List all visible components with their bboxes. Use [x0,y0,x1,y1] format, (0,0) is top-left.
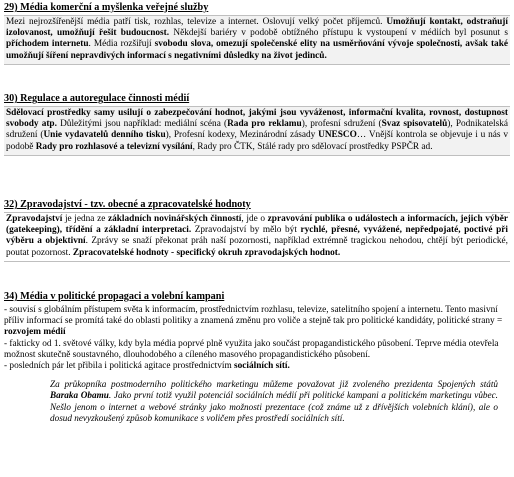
section-29 [4,2,510,65]
text-run: je jedna ze [62,214,108,224]
bold-text-run: Unie vydavatelů denního tisku [43,130,166,141]
bold-text-run: svobodu slova, omezují společenské elity na usměrňování vývoje společnosti, avšak také umožňují šíření nepravdivých informací s negativními důsledky na život jedinců. [6,39,509,61]
bold-text-run: Zpravodajství [6,214,63,224]
text-run: , jde o [241,214,268,224]
bold-text-run: základních novinářských činností [107,214,242,224]
section-heading: 30) Regulace a autoregulace činnosti médií [4,93,190,104]
bold-text-run: sociálních sítí. [234,361,290,372]
text-run: . Jako první totiž využil potenciál sociálních médií při politické kampani a politickém marketingu vůbec. Nešlo jenom o internet a webové stránky jako možnosti prezentace (což známe už z dřívějších volebních klání), ale o dosud nevyzkoušený způsob komunikace s voličem přes prostředí sociálních sítí. [50,390,498,424]
section-text [4,15,510,65]
section-heading: 32) Zpravodajství - tzv. obecné a zpracovatelské hodnoty [4,199,251,210]
bold-text-run: UNESCO [318,130,357,141]
bold-text-run: příchodem internetu [6,39,89,50]
section-30 [4,93,510,156]
bold-text-run: Svaz spisovatelů [381,119,448,130]
bold-text-run: Umožňují kontakt, odstraňují izolovanost, umožňují řešit budoucnost. [6,17,508,39]
section-heading: 34) Média v politické propagaci a volební kampani [4,291,225,302]
text-run: . Média rozšiřují [88,39,155,50]
text-run: ), profesní sdružení ( [301,119,382,130]
bold-text-run: rychlé, přesné, vyvážené, nepředpojaté, poctivé při výběru a objektivní [6,225,508,247]
quote-paragraph [50,379,498,425]
text-run: ), Podnikatelská sdružení ( [6,119,509,141]
bullet-list [4,305,510,372]
text-run: Důležitými jsou například: mediální scéna ( [56,119,228,130]
bold-text-run: Rady pro rozhlasové a televizní vysílání [35,141,193,152]
text-run: - fakticky od 1. světové války, kdy byla média poprvé plně využita jako součást propagandistického působení. Teprve média otevřela možnost skutečně soustavného, dlouhodobého a cíleného masového propagandistického působení. [4,338,499,360]
text-run: , Rady pro ČTK, Stálé rady pro sdělovací prostředky PSPČR ad. [192,141,433,152]
text-run: … Vnější kontrola se objevuje i u nás v podobě [6,130,508,152]
text-run: ), Profesní kodexy, Mezinárodní zásady [165,130,319,141]
bold-text-run: Zpracovatelské hodnoty - specifický okruh zpravodajských hodnot. [72,247,341,258]
bold-text-run: Baraka Obamu [50,390,109,401]
section-34 [4,291,510,372]
bold-text-run: Sdělovací prostředky samy usilují o zabezpečování hodnot, jakými jsou vyváženost, informační kvalita, rovnost, dostupnost svobody atp. [6,108,508,130]
text-run: Mezi nejrozšířenější média patří tisk, rozhlas, televize a internet. Oslovují velký počet příjemců. [6,17,387,27]
bullet-item [4,339,510,361]
bold-text-run: zpravování publika o událostech a informacích, jejich výběr (gatekeeping), třídění a základní interpretaci. [6,214,508,236]
text-run: . Zprávy se snaží překonat práh naší pozornosti, například extrémně tragickou nehodou, chtějí být periodické, poutat pozornost. [6,236,508,258]
text-run: - posledních pár let přibila i politická agitace prostřednictvím [4,361,235,372]
bullet-item [4,361,510,372]
bold-text-run: rozvojem médií [4,327,66,338]
text-run: Zpravodajství by mělo být [191,225,301,236]
text-run: - souvisí s globálním přístupem světa k informacím, prostřednictvím rozhlasu, televize, satelitního spojení a internetu. Tento masivní příliv informací se promítá také do oblasti politiky a znamená změnu pro voliče a stejně tak pro politické kandidáty, politické strany = [4,305,503,327]
bullet-item [4,305,510,339]
section-text [4,212,510,262]
section-text [4,106,510,156]
section-heading: 29) Média komerční a myšlenka veřejné služby [4,2,209,13]
text-run: Někdejší bariéry v podobě obtížného přístupu k vystoupení v médiích byl posunut s [169,28,508,39]
section-32 [4,199,510,262]
bold-text-run: Rada pro reklamu [227,119,302,130]
text-run: Za průkopníka postmoderního politického marketingu můžeme považovat již zvoleného prezidenta Spojených států [50,379,498,389]
